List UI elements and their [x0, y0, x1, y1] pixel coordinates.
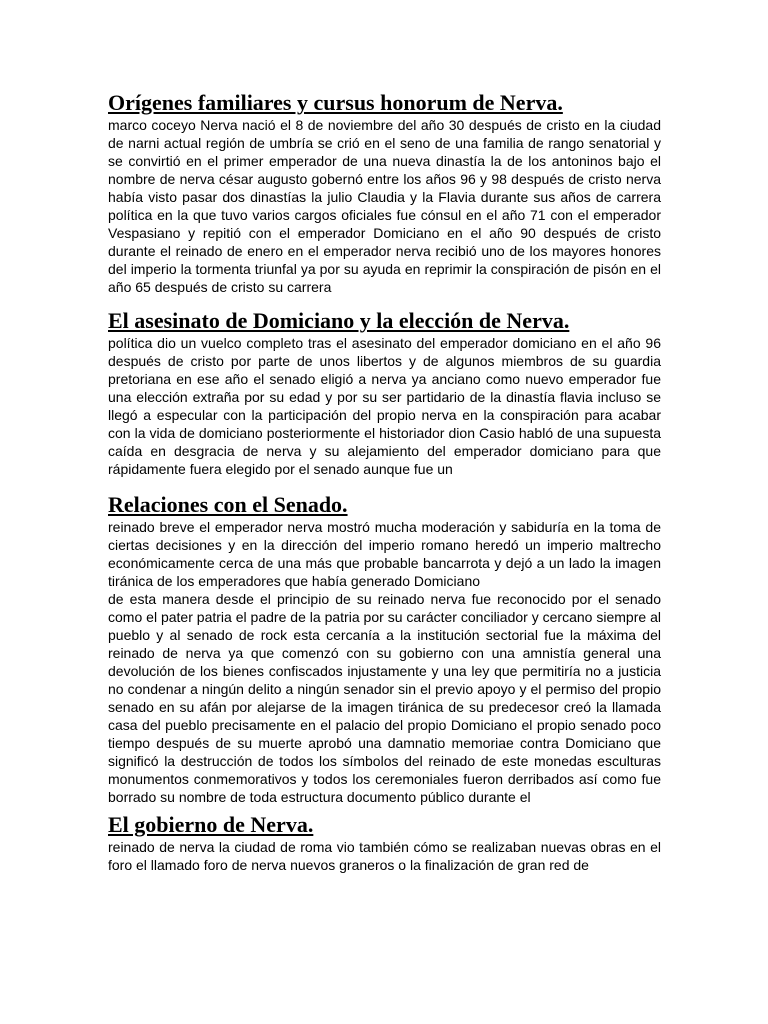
section-paragraph: política dio un vuelco completo tras el asesinato del emperador domiciano en el año 96 después de cristo por parte de unos libertos y de algunos miembros de su guardia pretoriana en ese año el senado eligió a nerva ya anciano como nuevo emperador fue una elección extraña por su edad y por su ser partidario de la dinastía flavia incluso se llegó a especular con la participación del propio nerva en la conspiración para acabar con la vida de domiciano posteriormente el historiador dion Casio habló de una supuesta caída en desgracia de nerva y su alejamiento del emperador domiciano para que rápidamente fuera elegido por el senado aunque fue un [108, 335, 661, 477]
section-origenes [108, 90, 661, 296]
section-paragraph: de esta manera desde el principio de su reinado nerva fue reconocido por el senado como el pater patria el padre de la patria por su carácter conciliador y cercano siempre al pueblo y al senado de rock esta cercanía a la institución sectorial fue la máxima del reinado de nerva ya que comenzó con su gobierno con una amnistía general una devolución de los bienes confiscados injustamente y una ley que permitiría no a justicia no condenar a ningún delito a ningún senador sin el previo apoyo y el permiso del propio senado en su afán por alejarse de la imagen tiránica de su predecesor creó la llamada casa del pueblo precisamente en el palacio del propio Domiciano el propio senado poco tiempo después de su muerte aprobó una damnatio memoriae contra Domiciano que significó la destrucción de todos los símbolos del reinado de este monedas esculturas monumentos conmemorativos y todos los ceremoniales fueron derribados así como fue borrado su nombre de toda estructura documento público durante el [108, 591, 661, 805]
section-relaciones-senado [108, 492, 661, 806]
section-heading: El gobierno de Nerva. [108, 812, 314, 837]
section-heading: El asesinato de Domiciano y la elección de Nerva. [108, 308, 570, 333]
section-asesinato [108, 308, 661, 478]
section-paragraph: reinado de nerva la ciudad de roma vio también cómo se realizaban nuevas obras en el foro el llamado foro de nerva nuevos graneros o la finalización de gran red de [108, 839, 661, 873]
section-paragraph: marco coceyo Nerva nació el 8 de noviembre del año 30 después de cristo en la ciudad de narni actual región de umbría se crió en el seno de una familia de rango senatorial y se convirtió en el primer emperador de una nueva dinastía la de los antoninos bajo el nombre de nerva césar augusto gobernó entre los años 96 y 98 después de cristo nerva había visto pasar dos dinastías la julio Claudia y la Flavia durante sus años de carrera política en la que tuvo varios cargos oficiales fue cónsul en el año 71 con el emperador Vespasiano y repitió con el emperador Domiciano en el año 90 después de cristo durante el reinado de enero en el emperador nerva recibió uno de los mayores honores del imperio la tormenta triunfal ya por su ayuda en reprimir la conspiración de pisón en el año 65 después de cristo su carrera [108, 117, 661, 295]
section-heading: Orígenes familiares y cursus honorum de Nerva. [108, 90, 563, 115]
section-paragraph: reinado breve el emperador nerva mostró mucha moderación y sabiduría en la toma de ciertas decisiones y en la dirección del imperio romano heredó un imperio maltrecho económicamente cerca de una más que probable bancarrota y dejó a un lado la imagen tiránica de los emperadores que había generado Domiciano [108, 519, 661, 589]
document-page [108, 90, 661, 874]
section-gobierno [108, 812, 661, 874]
section-heading: Relaciones con el Senado. [108, 492, 348, 517]
